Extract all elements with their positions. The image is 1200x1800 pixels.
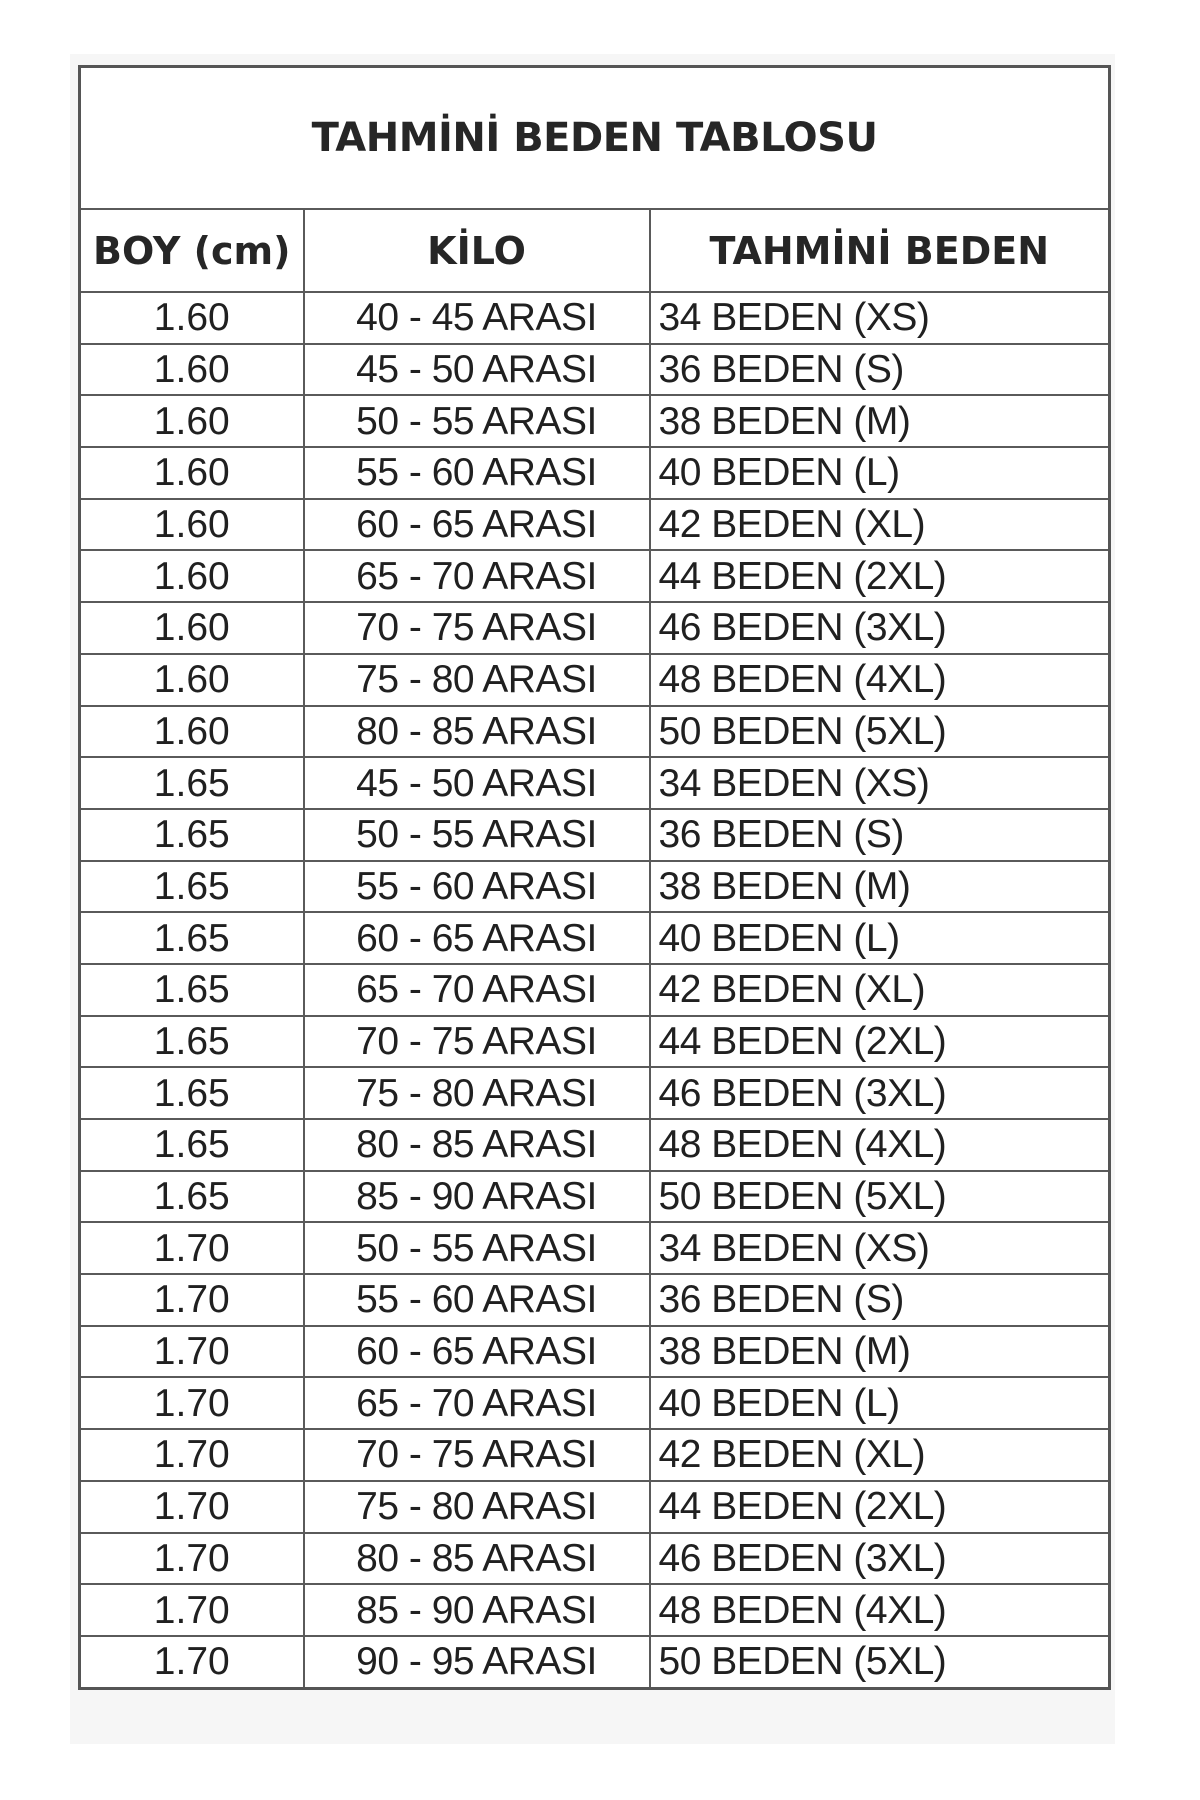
cell-kilo: 60 - 65 ARASI [304, 1326, 650, 1378]
table-row [80, 912, 1110, 964]
cell-boy: 1.70 [80, 1377, 304, 1429]
cell-boy: 1.65 [80, 809, 304, 861]
cell-beden: 36 BEDEN (S) [650, 809, 1110, 861]
cell-beden: 44 BEDEN (2XL) [650, 1481, 1110, 1533]
cell-beden: 34 BEDEN (XS) [650, 757, 1110, 809]
cell-boy: 1.70 [80, 1584, 304, 1636]
cell-kilo: 65 - 70 ARASI [304, 550, 650, 602]
cell-beden: 42 BEDEN (XL) [650, 1429, 1110, 1481]
cell-boy: 1.60 [80, 395, 304, 447]
cell-kilo: 70 - 75 ARASI [304, 1429, 650, 1481]
cell-kilo: 80 - 85 ARASI [304, 1533, 650, 1585]
cell-beden: 46 BEDEN (3XL) [650, 1533, 1110, 1585]
cell-boy: 1.65 [80, 964, 304, 1016]
column-header-beden: TAHMİNİ BEDEN [650, 209, 1110, 292]
cell-beden: 34 BEDEN (XS) [650, 292, 1110, 344]
cell-beden: 44 BEDEN (2XL) [650, 550, 1110, 602]
table-row [80, 1429, 1110, 1481]
cell-kilo: 65 - 70 ARASI [304, 964, 650, 1016]
table-row [80, 1016, 1110, 1068]
size-chart-table [78, 65, 1111, 1690]
table-row [80, 395, 1110, 447]
cell-boy: 1.60 [80, 447, 304, 499]
cell-boy: 1.70 [80, 1636, 304, 1688]
cell-kilo: 55 - 60 ARASI [304, 1274, 650, 1326]
cell-kilo: 90 - 95 ARASI [304, 1636, 650, 1688]
table-row [80, 1326, 1110, 1378]
cell-kilo: 55 - 60 ARASI [304, 861, 650, 913]
cell-beden: 38 BEDEN (M) [650, 395, 1110, 447]
cell-beden: 36 BEDEN (S) [650, 1274, 1110, 1326]
cell-beden: 50 BEDEN (5XL) [650, 706, 1110, 758]
table-row [80, 1274, 1110, 1326]
cell-kilo: 75 - 80 ARASI [304, 1481, 650, 1533]
cell-kilo: 85 - 90 ARASI [304, 1171, 650, 1223]
cell-beden: 46 BEDEN (3XL) [650, 602, 1110, 654]
table-row [80, 706, 1110, 758]
table-row [80, 550, 1110, 602]
cell-beden: 46 BEDEN (3XL) [650, 1067, 1110, 1119]
cell-beden: 38 BEDEN (M) [650, 861, 1110, 913]
cell-kilo: 60 - 65 ARASI [304, 499, 650, 551]
cell-kilo: 75 - 80 ARASI [304, 654, 650, 706]
cell-beden: 34 BEDEN (XS) [650, 1222, 1110, 1274]
cell-kilo: 80 - 85 ARASI [304, 1119, 650, 1171]
cell-kilo: 70 - 75 ARASI [304, 1016, 650, 1068]
table-row [80, 1377, 1110, 1429]
cell-kilo: 80 - 85 ARASI [304, 706, 650, 758]
table-row [80, 1533, 1110, 1585]
cell-boy: 1.70 [80, 1222, 304, 1274]
cell-beden: 48 BEDEN (4XL) [650, 654, 1110, 706]
cell-boy: 1.60 [80, 602, 304, 654]
table-row [80, 654, 1110, 706]
cell-kilo: 55 - 60 ARASI [304, 447, 650, 499]
cell-kilo: 45 - 50 ARASI [304, 344, 650, 396]
cell-beden: 40 BEDEN (L) [650, 1377, 1110, 1429]
cell-boy: 1.70 [80, 1429, 304, 1481]
cell-boy: 1.60 [80, 706, 304, 758]
cell-beden: 48 BEDEN (4XL) [650, 1119, 1110, 1171]
table-row [80, 499, 1110, 551]
cell-kilo: 45 - 50 ARASI [304, 757, 650, 809]
cell-boy: 1.60 [80, 550, 304, 602]
cell-boy: 1.70 [80, 1533, 304, 1585]
cell-boy: 1.65 [80, 861, 304, 913]
cell-boy: 1.60 [80, 292, 304, 344]
cell-beden: 50 BEDEN (5XL) [650, 1636, 1110, 1688]
cell-kilo: 50 - 55 ARASI [304, 395, 650, 447]
table-title: TAHMİNİ BEDEN TABLOSU [80, 67, 1110, 210]
table-body [80, 292, 1110, 1688]
cell-kilo: 65 - 70 ARASI [304, 1377, 650, 1429]
table-row [80, 809, 1110, 861]
cell-kilo: 50 - 55 ARASI [304, 809, 650, 861]
cell-boy: 1.70 [80, 1481, 304, 1533]
cell-boy: 1.60 [80, 499, 304, 551]
cell-boy: 1.65 [80, 1171, 304, 1223]
table-row [80, 602, 1110, 654]
table-row [80, 1171, 1110, 1223]
cell-beden: 38 BEDEN (M) [650, 1326, 1110, 1378]
table-row [80, 447, 1110, 499]
cell-boy: 1.65 [80, 1119, 304, 1171]
table-row [80, 1222, 1110, 1274]
cell-kilo: 75 - 80 ARASI [304, 1067, 650, 1119]
table-row [80, 1636, 1110, 1688]
cell-beden: 40 BEDEN (L) [650, 912, 1110, 964]
table-row [80, 757, 1110, 809]
cell-kilo: 70 - 75 ARASI [304, 602, 650, 654]
cell-kilo: 50 - 55 ARASI [304, 1222, 650, 1274]
cell-beden: 44 BEDEN (2XL) [650, 1016, 1110, 1068]
cell-beden: 48 BEDEN (4XL) [650, 1584, 1110, 1636]
table-row [80, 1119, 1110, 1171]
cell-boy: 1.65 [80, 1016, 304, 1068]
cell-boy: 1.60 [80, 654, 304, 706]
table-row [80, 344, 1110, 396]
cell-kilo: 40 - 45 ARASI [304, 292, 650, 344]
cell-beden: 42 BEDEN (XL) [650, 499, 1110, 551]
column-header-boy: BOY (cm) [80, 209, 304, 292]
cell-boy: 1.65 [80, 1067, 304, 1119]
table-row [80, 292, 1110, 344]
table-row [80, 1067, 1110, 1119]
cell-boy: 1.70 [80, 1274, 304, 1326]
table-row [80, 1584, 1110, 1636]
table-row [80, 861, 1110, 913]
cell-beden: 36 BEDEN (S) [650, 344, 1110, 396]
cell-beden: 50 BEDEN (5XL) [650, 1171, 1110, 1223]
column-header-kilo: KİLO [304, 209, 650, 292]
cell-boy: 1.65 [80, 757, 304, 809]
cell-beden: 40 BEDEN (L) [650, 447, 1110, 499]
cell-boy: 1.70 [80, 1326, 304, 1378]
cell-boy: 1.65 [80, 912, 304, 964]
cell-boy: 1.60 [80, 344, 304, 396]
table-row [80, 964, 1110, 1016]
table-row [80, 1481, 1110, 1533]
cell-kilo: 85 - 90 ARASI [304, 1584, 650, 1636]
cell-kilo: 60 - 65 ARASI [304, 912, 650, 964]
cell-beden: 42 BEDEN (XL) [650, 964, 1110, 1016]
